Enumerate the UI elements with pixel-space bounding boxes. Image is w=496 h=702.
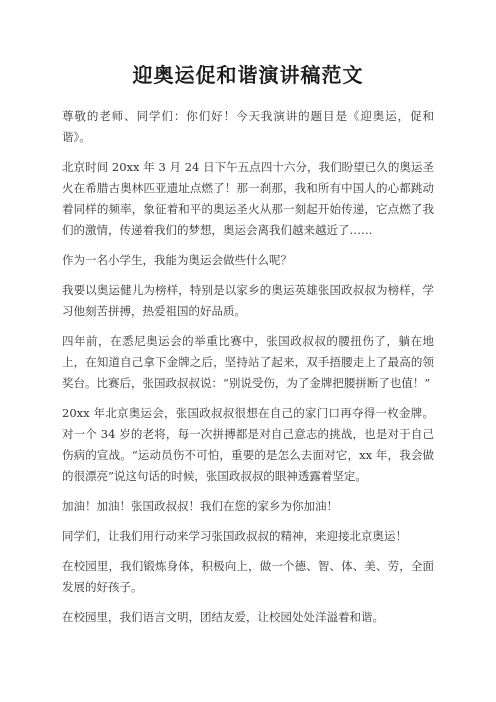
paragraph-campus-harmony: 在校园里，我们语言文明，团结友爱，让校园处处洋溢着和谐。 [62,610,384,624]
paragraph-call-to-action: 同学们，让我们用行动来学习张国政叔叔的精神，来迎接北京奥运！ [62,529,407,543]
paragraph-sydney-story: 四年前，在悉尼奥运会的举重比赛中，张国政叔叔的腰扭伤了，躺在地上，在知道自己拿下金牌之后，坚持站了起来，双手捂腰走上了最高的领奖台。比赛后，张国政叔叔说：“别说受伤，为了金牌把腰拼断了也值！” [62,334,434,390]
paragraph-greeting: 尊敬的老师、同学们：你们好！今天我演讲的题目是《迎奥运，促和谐》。 [62,109,434,144]
paragraph-cheer: 加油！加油！张国政叔叔！我们在您的家乡为你加油！ [62,499,338,513]
paragraph-question: 作为一名小学生，我能为奥运会做些什么呢？ [62,253,292,267]
paragraph-campus-exercise: 在校园里，我们锻炼身体，积极向上，做一个德、智、体、美、劳，全面发展的好孩子。 [62,559,434,594]
paragraph-role-model: 我要以奥运健儿为榜样，特别是以家乡的奥运英雄张国政叔叔为榜样，学习他刻苦拼搏，热爱祖国的好品质。 [62,283,434,318]
paragraph-torch-lighting: 北京时间 20xx 年 3 月 24 日下午五点四十六分，我们盼望已久的奥运圣火在希腊古奥林匹亚遗址点燃了！那一刹那，我和所有中国人的心都跳动着同样的频率，象征着和平的奥运圣火从那一刻起开始传递，它点燃了我们的激情，传递着我们的梦想，奥运会离我们越来越近了…… [62,160,434,237]
paragraph-beijing-goal: 20xx 年北京奥运会，张国政叔叔很想在自己的家门口再夺得一枚金牌。对一个 34 岁的老将，每一次拼搏都是对自己意志的挑战，也是对于自己伤病的宣战。“运动员伤不可怕，重要的是怎么去面对它，xx 年，我会做的很漂亮”说这句话的时候，张国政叔叔的眼神透露着坚定。 [62,406,434,483]
document-title: 迎奥运促和谐演讲稿范文 [132,63,364,87]
